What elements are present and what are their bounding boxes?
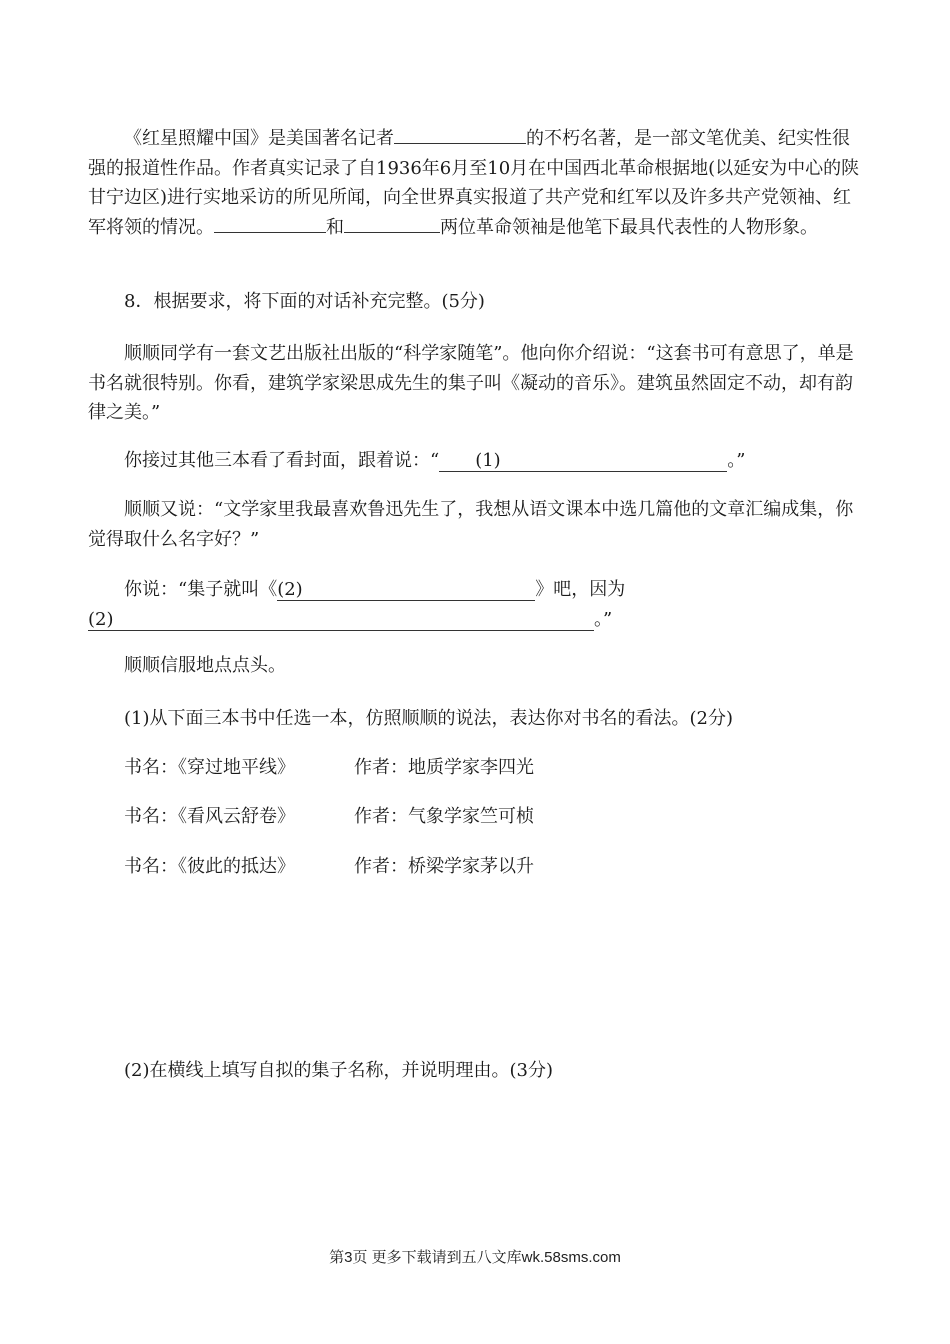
book-item [124, 855, 534, 879]
dialog-closing-line: 顺顺信服地点点头。 [124, 655, 286, 676]
intro-text-2: 的不朽名著，是一部文笔优美、纪实性很强的报道性作品。作者真实记录了自1936年6月至10月在中国西北革命根据地(以延安为中心的陕甘宁边区)进行实地采访的所见所闻，向全世界真实报道了共产党和红军以及许多共产党领袖、红军将领的情况。 [88, 128, 860, 238]
dialog-answer-1-suffix: 。” [727, 450, 746, 471]
dialog-answer-2-prefix: 你说：“集子就叫《 [124, 579, 278, 600]
reason-blank[interactable] [88, 610, 594, 631]
sub-question-1: (1)从下面三本书中任选一本，仿照顺顺的说法，表达你对书名的看法。(2分) [124, 708, 733, 729]
dialog-intro-paragraph: 顺顺同学有一套文艺出版社出版的“科学家随笔”。他向你介绍说：“这套书可有意思了，单是书名就很特别。你看，建筑学家梁思成先生的集子叫《凝动的音乐》。建筑虽然固定不动，却有韵律之美。” [88, 343, 854, 423]
intro-paragraph [88, 124, 863, 242]
reason-marker: (2) [88, 608, 114, 630]
dialog-answer-2-suffix: 》吧，因为 [535, 579, 626, 600]
leader-blank-1[interactable] [214, 214, 326, 233]
book-title: 书名：《穿过地平线》 [124, 757, 295, 778]
intro-text-4: 两位革命领袖是他笔下最具代表性的人物形象。 [440, 216, 818, 238]
dialog-answer-2-block [88, 575, 863, 634]
dialog-answer-2-end: 。” [594, 608, 613, 630]
book-author: 作者：气象学家竺可桢 [354, 806, 534, 827]
intro-text-3: 和 [326, 216, 344, 238]
dialog-answer-1-prefix: 你接过其他三本看了看封面，跟着说：“ [124, 450, 440, 471]
book-title: 书名：《彼此的抵达》 [124, 856, 295, 877]
intro-text-1: 《红星照耀中国》是美国著名记者 [124, 128, 394, 149]
book-author: 作者：地质学家李四光 [354, 757, 534, 778]
dialog-answer-1-line [88, 446, 863, 476]
book-item [124, 756, 534, 780]
author-blank[interactable] [394, 125, 526, 144]
answer-1-blank[interactable] [439, 451, 727, 472]
question-8-title: 8．根据要求，将下面的对话补充完整。(5分) [124, 291, 485, 312]
book-item [124, 805, 534, 829]
leader-blank-2[interactable] [344, 214, 440, 233]
answer-1-marker: (1) [475, 450, 501, 471]
book-author: 作者：桥梁学家茅以升 [354, 856, 534, 877]
answer-2-marker: (2) [277, 579, 303, 600]
sub-question-2: (2)在横线上填写自拟的集子名称，并说明理由。(3分) [124, 1060, 553, 1081]
dialog-question-paragraph: 顺顺又说：“文学家里我最喜欢鲁迅先生了，我想从语文课本中选几篇他的文章汇编成集，你觉得取什么名字好？” [88, 499, 854, 550]
book-title: 书名：《看风云舒卷》 [124, 806, 295, 827]
page-footer: 第3页 更多下载请到五八文库wk.58sms.com [329, 1249, 621, 1266]
collection-name-blank[interactable] [277, 580, 535, 601]
